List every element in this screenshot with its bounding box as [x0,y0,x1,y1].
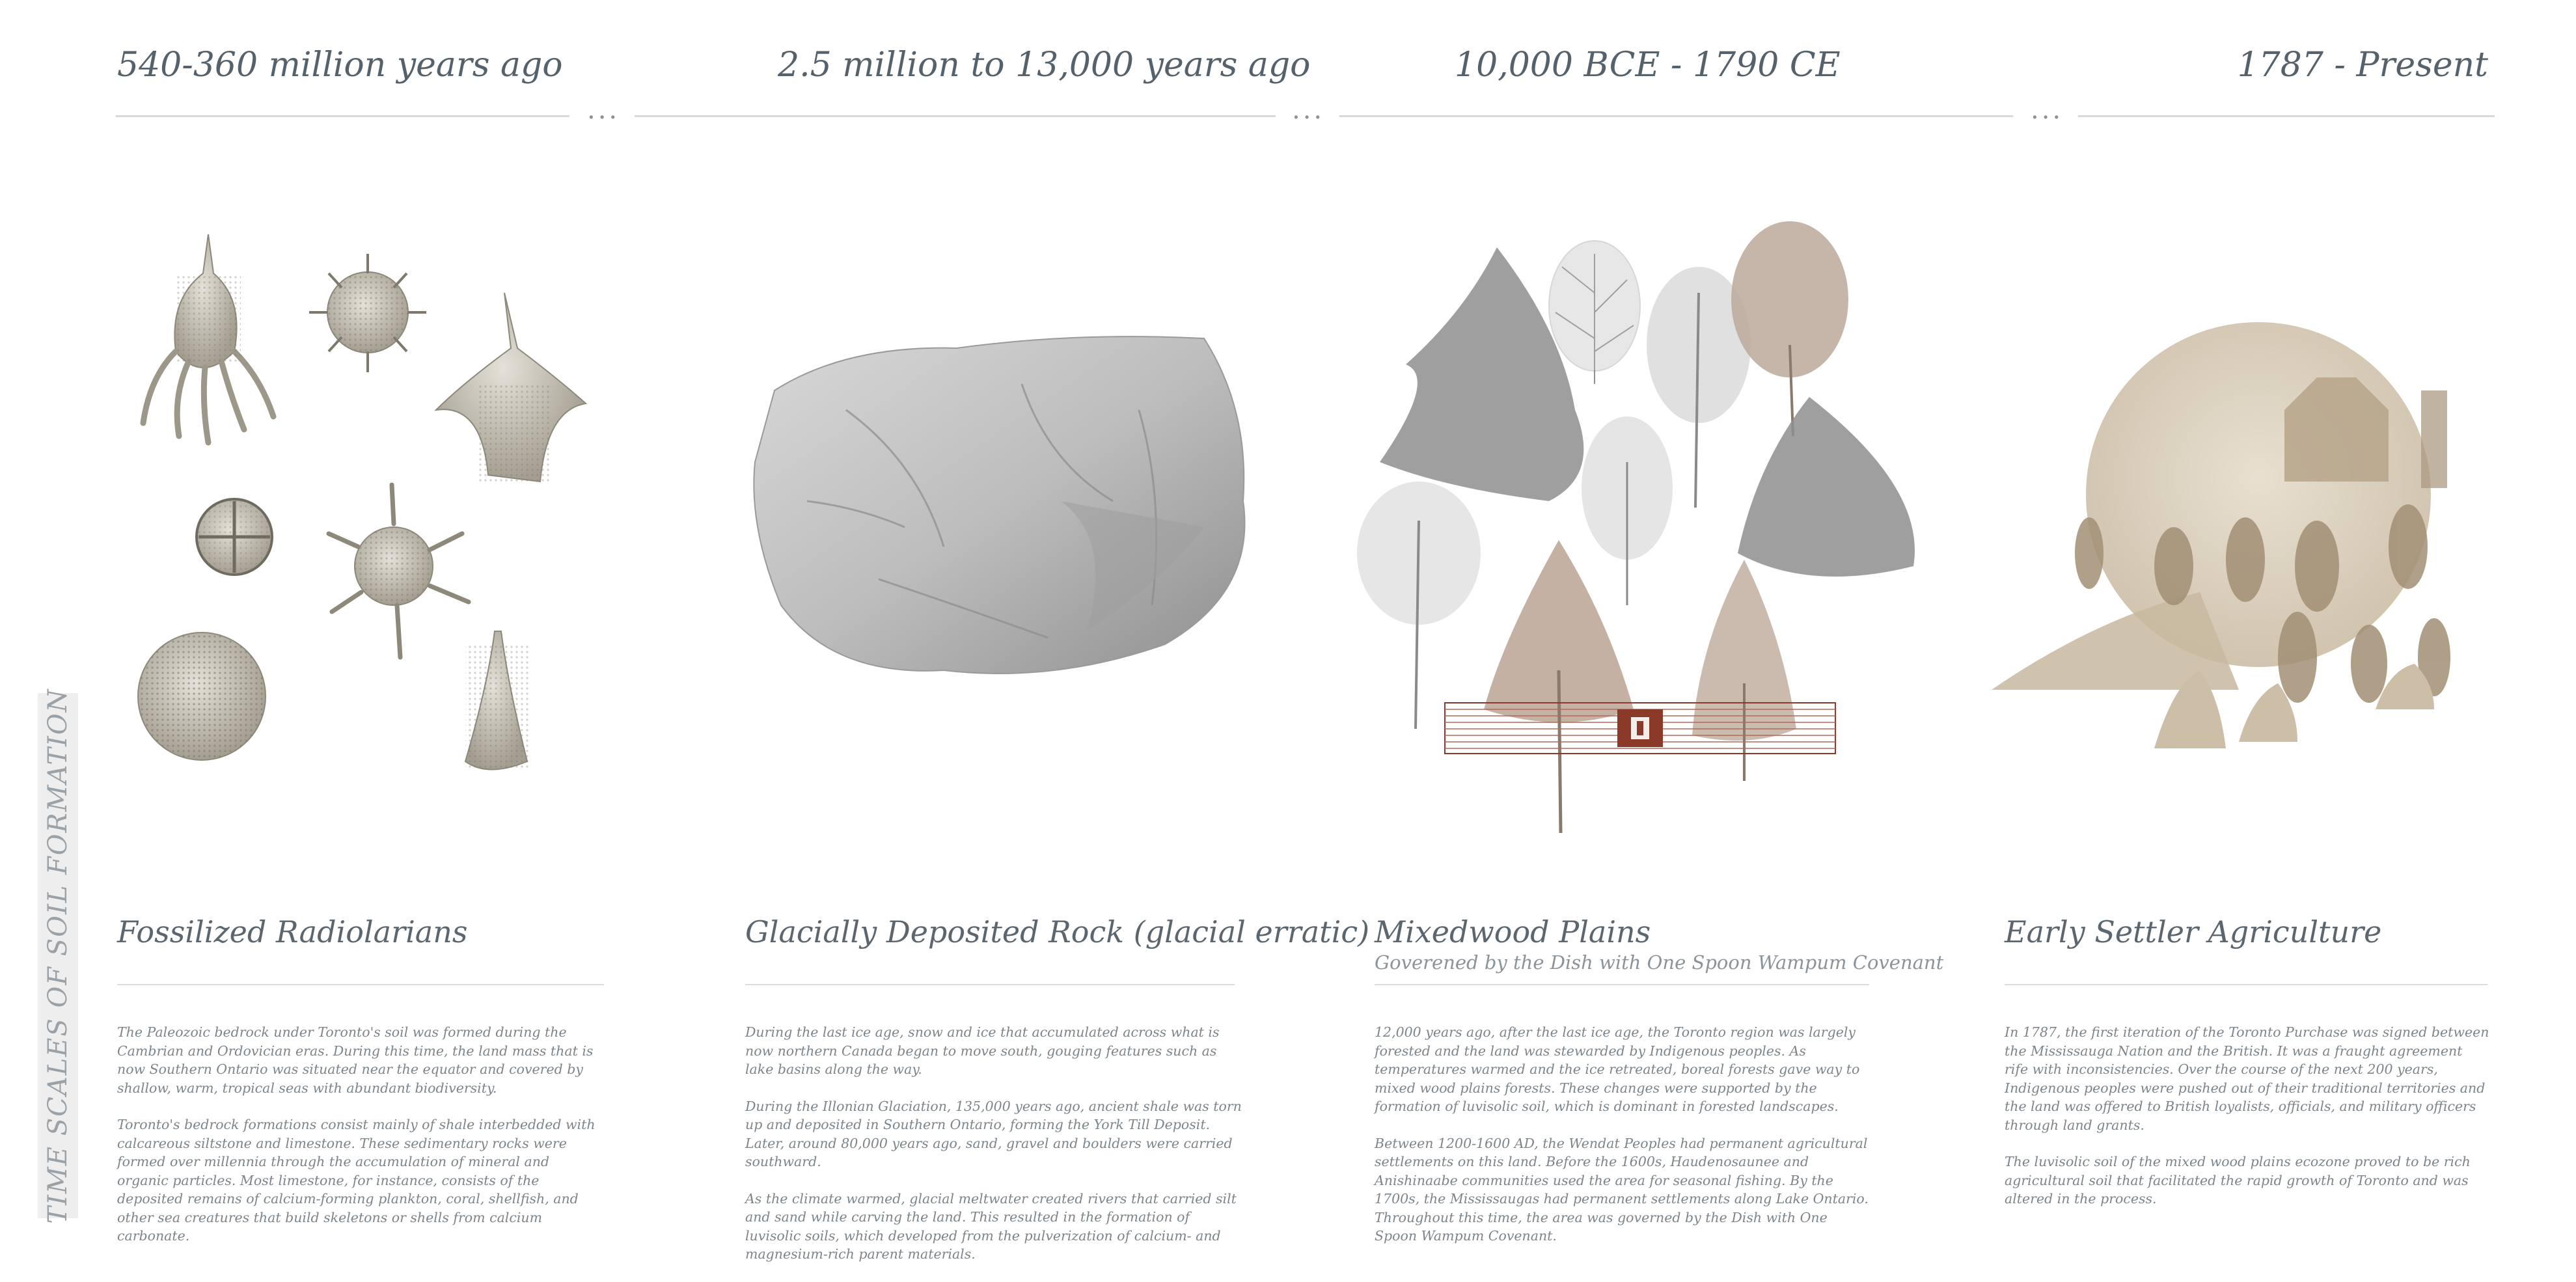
column-4-paragraph-1: In 1787, the first iteration of the Toronto Purchase was signed between the Mississauga Nation and the British. It was a fraught agreement rife with inconsistencies. Over the course of the next 200 years, Indigenous peoples were pushed out of their traditional territories and the land was offered to British loyalists, officials, and military officers through land grants. [2005,1024,2489,1133]
deciduous-tree-3 [1357,482,1481,729]
column-1-rule [117,984,604,985]
column-3-paragraph-1: 12,000 years ago, after the last ice age, the Toronto region was largely forested and the land was stewarded by Indigenous peoples. As temperatures warmed and the ice retreated, boreal forests gave way to mixed wood plains forests. These changes were supported by the formation of luvisolic soil, which is dominant in forested landscapes. [1375,1024,1860,1114]
column-4-title: Early Settler Agriculture [2005,914,2382,949]
column-3-title: Mixedwood Plains [1375,914,1651,949]
era-label-1: 540-360 million years ago [117,46,563,85]
timeline-separator-3: ... [2031,95,2064,125]
conifer-tree-2 [1738,397,1915,577]
glacial-erratic-illustration [748,332,1256,683]
column-1-paragraph-2: Toronto's bedrock formations consist mainly of shale interbedded with calcareous siltstone and limestone. These sedimentary rocks were formed over millennia through the accumulation of mineral and organic particles. Most limestone, for instance, consists of the deposited remains of calcium-forming plankton, coral, shellfish, and other sea creatures that build skeletons or shells from calcium carbonate. [117,1117,596,1244]
timeline-rule-2 [635,115,1276,117]
timeline-rule-3 [1339,115,2013,117]
column-3-rule [1375,984,1869,985]
column-1-paragraph-1: The Paleozoic bedrock under Toronto's soil was formed during the Cambrian and Ordovician eras. During this time, the land mass that is now Southern Ontario was situated near the equator and covered by shallow, warm, tropical seas with abundant biodiversity. [117,1024,594,1096]
era-label-3: 10,000 BCE - 1790 CE [1455,46,1841,85]
column-4-paragraph-2: The luvisolic soil of the mixed wood plains ecozone proved to be rich agricultural soil that facilitated the rapid growth of Toronto and was altered in the process. [2005,1154,2471,1207]
radiolarian-2 [309,254,426,372]
timeline-separator-1: ... [587,95,620,125]
side-label [38,687,78,1224]
column-3-subtitle: Goverened by the Dish with One Spoon Wampum Covenant [1375,951,1944,974]
side-label-text: TIME SCALES OF SOIL FORMATION [43,687,73,1224]
radiolarian-5 [329,485,469,657]
column-2-text [745,1023,1243,1282]
brown-tree-1 [1731,221,1848,436]
column-3-paragraph-2: Between 1200-1600 AD, the Wendat Peoples had permanent agricultural settlements on this land. Before the 1600s, Haudenosaunee and Anishinaabe communities used the area for seasonal fishing. By the 1700s, the Mississaugas had permanent settlements along Lake Ontario. Throughout this time, the area was governed by the Dish with One Spoon Wampum Covenant. [1375,1135,1869,1244]
radiolarian-3 [436,293,586,482]
column-1-text [117,1023,602,1264]
column-4-text [2005,1023,2489,1227]
column-2-paragraph-1: During the last ice age, snow and ice that accumulated across what is now northern Canada began to move south, gouging features such as lake basins along the way. [745,1024,1220,1077]
column-2-paragraph-2: During the Illonian Glaciation, 135,000 years ago, ancient shale was torn up and deposited in Southern Ontario, forming the York Till Deposit. Later, around 80,000 years ago, sand, gravel and boulders were carried southward. [745,1098,1242,1169]
radiolarian-4 [197,499,272,575]
column-2-title: Glacially Deposited Rock (glacial erratic) [745,914,1370,949]
deciduous-tree-1 [1549,241,1640,384]
brown-tree-2 [1484,540,1634,833]
column-2-rule [745,984,1235,985]
settler-agriculture-illustration [1992,319,2512,761]
barn [2284,377,2447,488]
era-label-4: 1787 - Present [2237,46,2488,85]
column-3-text [1375,1023,1869,1264]
column-2-paragraph-3: As the climate warmed, glacial meltwater created rivers that carried silt and sand while carving the land. This resulted in the formation of luvisolic soils, which developed from the pulverization of calcium- and magnesium-rich parent materials. [745,1190,1237,1262]
timeline-rule-1 [116,115,569,117]
timeline-rule-4 [2078,115,2495,117]
radiolarian-1 [143,234,273,443]
column-4-rule [2005,984,2487,985]
column-1-title: Fossilized Radiolarians [117,914,468,949]
mixedwood-trees-illustration [1354,215,1939,839]
deciduous-tree-4 [1582,416,1673,605]
era-label-2: 2.5 million to 13,000 years ago [778,46,1311,85]
timeline-separator-2: ... [1292,95,1325,125]
brown-tree-3 [1692,560,1796,781]
radiolarian-illustration [124,228,605,787]
radiolarian-7 [465,631,530,770]
radiolarian-6 [138,633,266,760]
